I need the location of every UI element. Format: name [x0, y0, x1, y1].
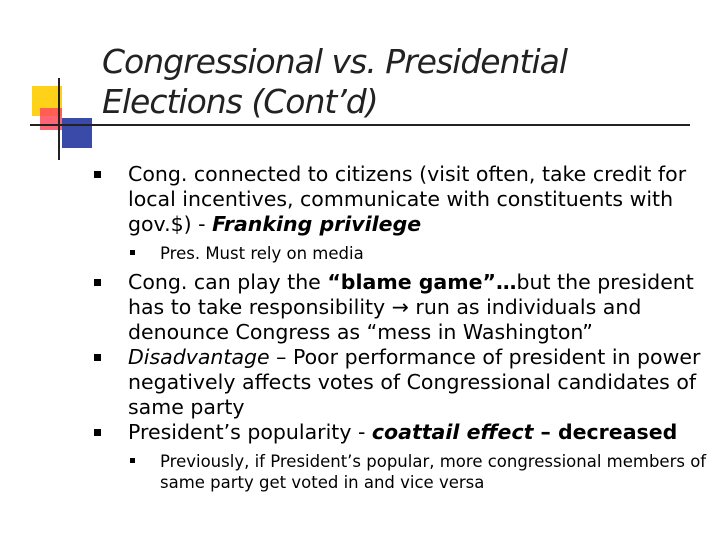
square-bullet-icon: [94, 354, 101, 361]
bullet-2-text-end: run as individuals and denounce Congress as “mess in Washington”: [128, 295, 642, 344]
square-bullet-icon: [130, 458, 135, 463]
sub-bullet-1-text: Pres. Must rely on media: [160, 244, 364, 263]
square-bullet-icon: [94, 279, 101, 286]
bullet-3-emphasis: Disadvantage: [128, 345, 270, 369]
slide-title: [102, 42, 662, 122]
decor-vertical-line: [58, 78, 60, 160]
title-underline: [30, 124, 690, 126]
decor-blue-square: [62, 118, 92, 148]
bullet-2-text-cont: but the president has to take responsibility: [128, 270, 694, 319]
bullet-item-3: [92, 345, 712, 420]
bullet-item-1: [92, 162, 712, 237]
bullet-3-text: – Poor performance of president in power negatively affects votes of Congressional candidates of same party: [128, 345, 701, 419]
sub-bullet-1: [92, 243, 712, 264]
bullet-list: [92, 162, 712, 493]
title-line-2: Elections (Cont’d): [102, 82, 378, 121]
bullet-1-text: Cong. connected to citizens (visit often, take credit for local incentives, communicate with constituents with gov.$) -: [128, 162, 687, 236]
sub-bullet-2: [92, 451, 712, 493]
sub-bullet-2-text: Previously, if President’s popular, more congressional members of same party get voted in and vice versa: [160, 452, 707, 492]
bullet-2-emphasis: “blame game”…: [327, 270, 517, 294]
square-bullet-icon: [94, 429, 101, 436]
bullet-4-text-end: – decreased: [533, 420, 678, 444]
bullet-item-2: [92, 270, 712, 345]
square-bullet-icon: [94, 171, 101, 178]
bullet-item-4: [92, 420, 712, 445]
bullet-2-text: Cong. can play the: [128, 270, 328, 294]
bullet-4-emphasis: coattail effect: [371, 420, 534, 444]
bullet-4-text: President’s popularity -: [128, 420, 372, 444]
square-bullet-icon: [130, 250, 135, 255]
bullet-1-emphasis: Franking privilege: [212, 212, 422, 236]
arrow-icon: →: [391, 295, 409, 319]
title-line-1: Congressional vs. Presidential: [102, 42, 567, 81]
